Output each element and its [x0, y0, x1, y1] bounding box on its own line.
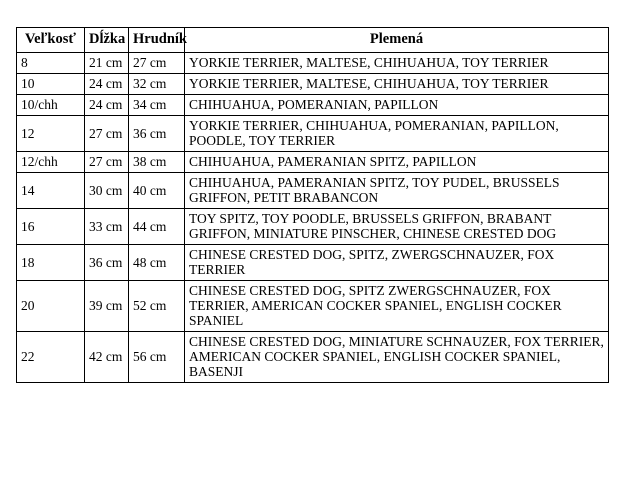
cell-breeds: CHINESE CRESTED DOG, SPITZ, ZWERGSCHNAUZER, FOX TERRIER [185, 245, 609, 281]
column-header-size: Veľkosť [17, 28, 85, 53]
cell-length: 36 cm [85, 245, 129, 281]
cell-breeds: TOY SPITZ, TOY POODLE, BRUSSELS GRIFFON, BRABANT GRIFFON, MINIATURE PINSCHER, CHINESE CRESTED DOG [185, 209, 609, 245]
cell-chest: 32 cm [129, 74, 185, 95]
cell-length: 27 cm [85, 116, 129, 152]
cell-chest: 52 cm [129, 281, 185, 332]
cell-length: 24 cm [85, 74, 129, 95]
dog-size-table [16, 27, 609, 383]
column-header-breeds: Plemená [185, 28, 609, 53]
cell-size: 8 [17, 53, 85, 74]
cell-size: 14 [17, 173, 85, 209]
cell-length: 42 cm [85, 332, 129, 383]
cell-chest: 38 cm [129, 152, 185, 173]
table-row [17, 53, 609, 74]
cell-chest: 36 cm [129, 116, 185, 152]
cell-length: 30 cm [85, 173, 129, 209]
cell-breeds: CHIHUAHUA, PAMERANIAN SPITZ, TOY PUDEL, BRUSSELS GRIFFON, PETIT BRABANCON [185, 173, 609, 209]
cell-length: 39 cm [85, 281, 129, 332]
cell-length: 27 cm [85, 152, 129, 173]
cell-breeds: YORKIE TERRIER, MALTESE, CHIHUAHUA, TOY TERRIER [185, 74, 609, 95]
cell-size: 18 [17, 245, 85, 281]
table-header [17, 28, 609, 53]
cell-size: 22 [17, 332, 85, 383]
cell-length: 24 cm [85, 95, 129, 116]
cell-breeds: YORKIE TERRIER, CHIHUAHUA, POMERANIAN, PAPILLON, POODLE, TOY TERRIER [185, 116, 609, 152]
cell-length: 33 cm [85, 209, 129, 245]
cell-size: 10 [17, 74, 85, 95]
table-row [17, 116, 609, 152]
size-table-container [16, 27, 608, 383]
cell-length: 21 cm [85, 53, 129, 74]
cell-size: 10/chh [17, 95, 85, 116]
cell-size: 16 [17, 209, 85, 245]
cell-size: 20 [17, 281, 85, 332]
table-row [17, 245, 609, 281]
table-header-row [17, 28, 609, 53]
cell-size: 12 [17, 116, 85, 152]
table-row [17, 332, 609, 383]
table-body [17, 53, 609, 383]
column-header-length: Dĺžka [85, 28, 129, 53]
cell-chest: 48 cm [129, 245, 185, 281]
cell-chest: 56 cm [129, 332, 185, 383]
cell-chest: 40 cm [129, 173, 185, 209]
cell-breeds: YORKIE TERRIER, MALTESE, CHIHUAHUA, TOY TERRIER [185, 53, 609, 74]
cell-chest: 34 cm [129, 95, 185, 116]
cell-size: 12/chh [17, 152, 85, 173]
cell-breeds: CHINESE CRESTED DOG, SPITZ ZWERGSCHNAUZER, FOX TERRIER, AMERICAN COCKER SPANIEL, ENGLISH COCKER SPANIEL [185, 281, 609, 332]
table-row [17, 173, 609, 209]
cell-chest: 44 cm [129, 209, 185, 245]
cell-breeds: CHINESE CRESTED DOG, MINIATURE SCHNAUZER, FOX TERRIER, AMERICAN COCKER SPANIEL, ENGLISH COCKER SPANIEL, BASENJI [185, 332, 609, 383]
cell-chest: 27 cm [129, 53, 185, 74]
table-row [17, 281, 609, 332]
cell-breeds: CHIHUAHUA, POMERANIAN, PAPILLON [185, 95, 609, 116]
table-row [17, 152, 609, 173]
cell-breeds: CHIHUAHUA, PAMERANIAN SPITZ, PAPILLON [185, 152, 609, 173]
column-header-chest: Hrudník [129, 28, 185, 53]
table-row [17, 95, 609, 116]
table-row [17, 74, 609, 95]
table-row [17, 209, 609, 245]
